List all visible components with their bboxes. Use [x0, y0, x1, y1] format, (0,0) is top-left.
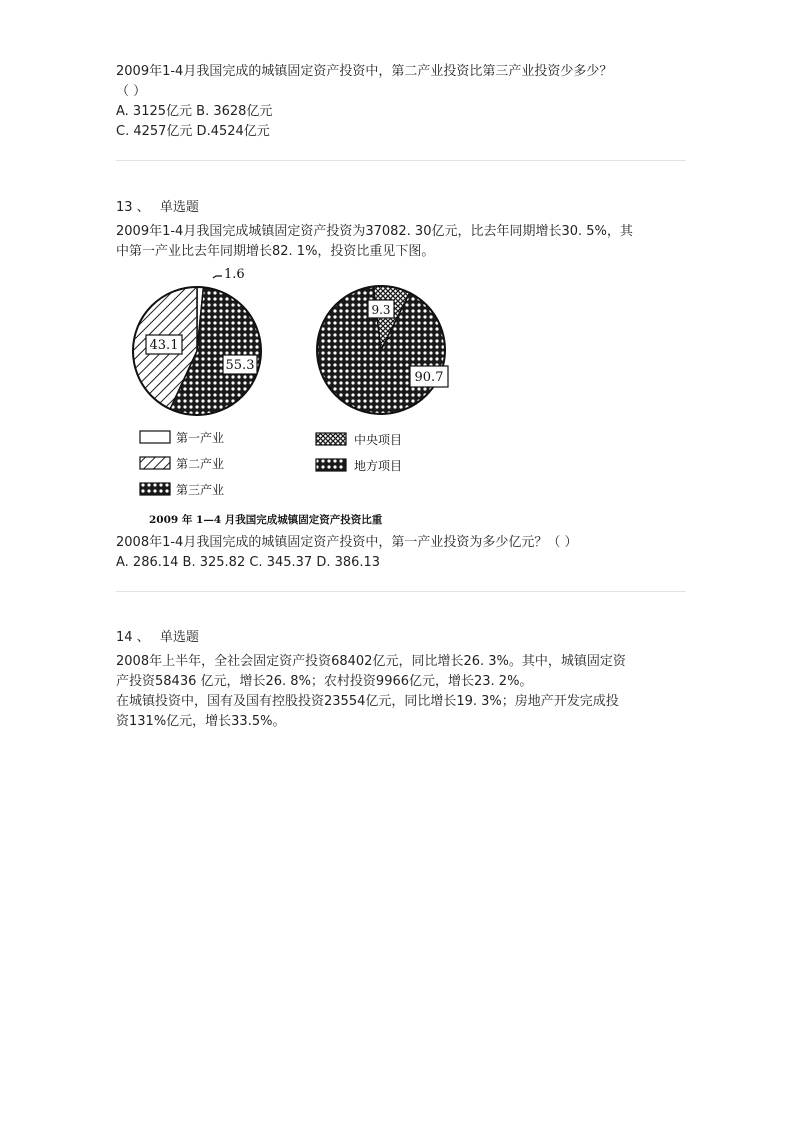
- legend-secondary: 第二产业: [176, 457, 225, 471]
- label-local-value: 90.7: [414, 370, 444, 385]
- legend-local: 地方项目: [354, 459, 403, 473]
- leader-line-primary: [213, 276, 222, 278]
- pie-industry: [133, 267, 261, 415]
- legend-tertiary: 第三产业: [176, 483, 225, 497]
- label-secondary-value: 43.1: [149, 338, 179, 353]
- label-primary-value: 1.6: [224, 267, 245, 282]
- chart-title: 2009 年 1—4 月我国完成城镇固定资产投资比重: [149, 514, 383, 526]
- legend-right: [316, 432, 402, 473]
- pie-project: [317, 286, 448, 414]
- legend-central: 中央项目: [354, 433, 403, 447]
- q14-line-3: 在城镇投资中，国有及国有控股投资23554亿元，同比增长19. 3%；房地产开发完成投: [116, 694, 619, 709]
- label-central-value: 9.3: [371, 303, 391, 317]
- divider: [116, 591, 686, 592]
- divider: [116, 160, 686, 161]
- q13-stem-1: 2009年1-4月我国完成城镇固定资产投资为37082. 30亿元，比去年同期增长30. 5%，其: [116, 224, 633, 239]
- q14-block: [116, 628, 686, 732]
- q12-stem: 2009年1-4月我国完成的城镇固定资产投资中，第二产业投资比第三产业投资少多少？: [116, 64, 613, 79]
- q14-line-2: 产投资58436 亿元，增长26. 8%；农村投资9966亿元，增长23. 2%。: [116, 674, 533, 689]
- label-tertiary-value: 55.3: [225, 358, 255, 373]
- pie-chart-figure: [128, 266, 458, 530]
- q14-header: [116, 628, 686, 648]
- legend-swatch-primary: [140, 431, 170, 443]
- q12-options-1: A. 3125亿元 B. 3628亿元: [116, 104, 273, 119]
- legend-swatch-secondary: [140, 457, 170, 469]
- q13-number: 13 、: [116, 200, 150, 215]
- q14-number: 14 、: [116, 630, 150, 645]
- q14-line-1: 2008年上半年，全社会固定资产投资68402亿元，同比增长26. 3%。其中，城镇固定资: [116, 654, 626, 669]
- legend-swatch-central: [316, 433, 346, 445]
- q13-type: 单选题: [159, 200, 199, 215]
- legend-left: [140, 430, 224, 497]
- q13-stem-2: 中第一产业比去年同期增长82. 1%，投资比重见下图。: [116, 244, 435, 259]
- q13-question-block: [116, 533, 686, 573]
- legend-swatch-local: [316, 459, 346, 471]
- q14-type: 单选题: [159, 630, 199, 645]
- q12-block: [116, 62, 686, 142]
- q13-header: [116, 198, 686, 218]
- legend-swatch-tertiary: [140, 483, 170, 495]
- q13-options: A. 286.14 B. 325.82 C. 345.37 D. 386.13: [116, 555, 381, 570]
- q12-options-2: C. 4257亿元 D.4524亿元: [116, 124, 270, 139]
- q14-line-4: 资131%亿元，增长33.5%。: [116, 714, 286, 729]
- q13-block: [116, 198, 686, 262]
- q12-paren: （ ）: [116, 84, 147, 99]
- q13-question: 2008年1-4月我国完成的城镇固定资产投资中，第一产业投资为多少亿元？（ ）: [116, 535, 578, 550]
- legend-primary: 第一产业: [176, 431, 225, 445]
